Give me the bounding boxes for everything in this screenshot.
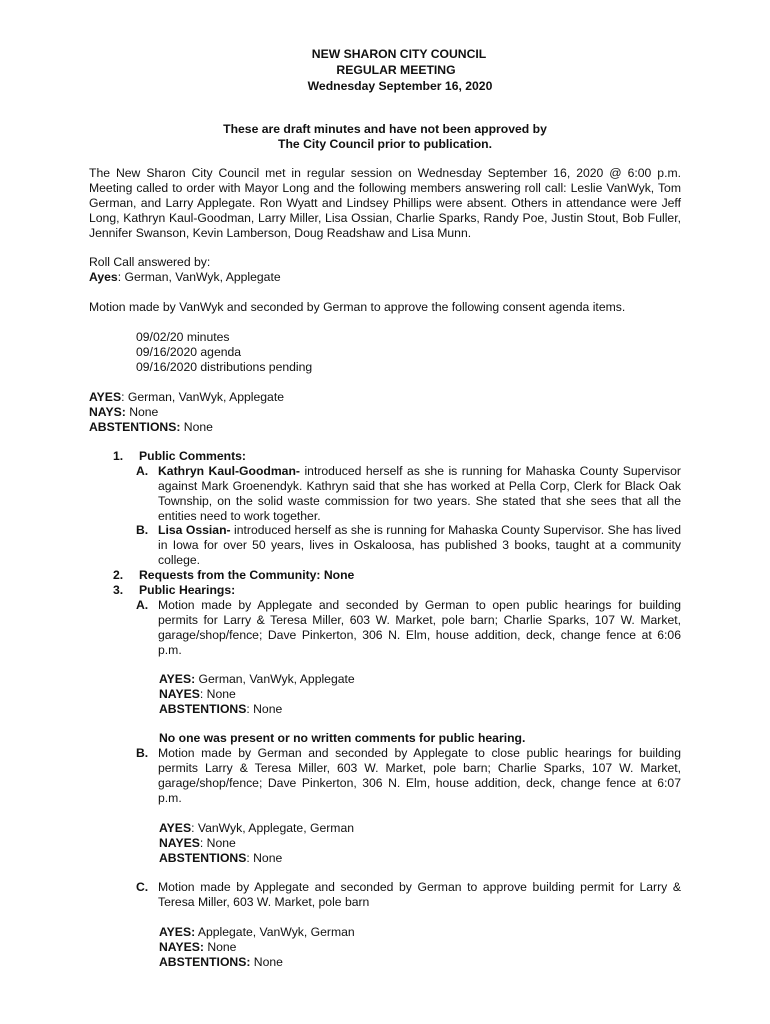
nays-value: : None bbox=[199, 836, 236, 850]
hearing-open-vote bbox=[159, 672, 681, 717]
abstentions-value: : None bbox=[246, 851, 283, 865]
abstentions-label: ABSTENTIONS bbox=[159, 851, 247, 865]
sub-letter: A. bbox=[136, 464, 149, 478]
consent-item: 09/16/2020 agenda bbox=[136, 345, 242, 359]
ayes-label: AYES: bbox=[159, 925, 196, 939]
abstentions-label: ABSTENTIONS: bbox=[89, 420, 181, 434]
consent-motion: Motion made by VanWyk and seconded by German to approve the following consent agenda items. bbox=[89, 300, 626, 314]
abstentions-label: ABSTENTIONS bbox=[159, 702, 247, 716]
abstentions-value: None bbox=[250, 955, 283, 969]
speaker-name: Lisa Ossian- bbox=[158, 523, 231, 537]
council-name: NEW SHARON CITY COUNCIL bbox=[311, 47, 487, 61]
abstentions-value: None bbox=[180, 420, 213, 434]
sub-letter: B. bbox=[136, 523, 149, 537]
nays-label: NAYES bbox=[159, 836, 200, 850]
sub-letter: C. bbox=[136, 880, 149, 894]
meeting-date: Wednesday September 16, 2020 bbox=[307, 79, 493, 93]
sub-letter: B. bbox=[136, 746, 149, 760]
nays-label: NAYES: bbox=[159, 940, 204, 954]
hearing-open-motion: Motion made by Applegate and seconded by German to open public hearings for building permits for Larry & Teresa Miller, 603 W. Market, pole barn; Charlie Sparks, 107 W. Market, garage/shop/fence; Dave Pinkerton, 306 N. Elm, house addition, deck, change fence at 6:06 p.m. bbox=[158, 598, 681, 657]
ayes-label: AYES: bbox=[159, 672, 196, 686]
document-header bbox=[0, 46, 770, 94]
comment-text: introduced herself as she is running for Mahaska County Supervisor. She has lived in Iowa for over 50 years, lives in Oskaloosa, has published 3 books, taught at a community college. bbox=[158, 523, 681, 567]
roll-call-ayes-value: : German, VanWyk, Applegate bbox=[117, 270, 281, 284]
nays-value: : None bbox=[199, 687, 236, 701]
nays-value: None bbox=[203, 940, 237, 954]
consent-items-list bbox=[136, 330, 728, 375]
draft-notice bbox=[0, 122, 770, 152]
item-title-public-hearings: Public Hearings: bbox=[139, 583, 236, 597]
draft-notice-line2: The City Council prior to publication. bbox=[278, 137, 492, 151]
nays-label: NAYES bbox=[159, 687, 200, 701]
nays-label: NAYS: bbox=[89, 405, 126, 419]
abstentions-value: : None bbox=[246, 702, 283, 716]
draft-notice-line1: These are draft minutes and have not been approved by bbox=[223, 122, 547, 136]
roll-call-ayes-label: Ayes bbox=[89, 270, 118, 284]
no-comments-note: No one was present or no written comments for public hearing. bbox=[159, 731, 526, 745]
hearing-close-motion: Motion made by German and seconded by Applegate to close public hearings for building permits Larry & Teresa Miller, 603 W. Market, pole barn; Charlie Sparks, 107 W. Market, garage/shop/fence; Dave Pinkerton, 306 N. Elm, house addition, deck, change fence at 6:07 p.m. bbox=[158, 746, 681, 805]
ayes-label: AYES bbox=[89, 390, 122, 404]
sub-letter: A. bbox=[136, 598, 149, 612]
consent-vote bbox=[89, 390, 681, 435]
item-number: 3. bbox=[113, 583, 124, 597]
item-title-public-comments: Public Comments: bbox=[139, 449, 246, 463]
roll-call-label: Roll Call answered by: bbox=[89, 255, 211, 269]
permit-approval-vote bbox=[159, 925, 681, 970]
ayes-value: Applegate, VanWyk, German bbox=[195, 925, 355, 939]
comment-kaul-goodman bbox=[158, 464, 681, 524]
permit-approval-motion: Motion made by Applegate and seconded by German to approve building permit for Larry & Teresa Miller, 603 W. Market, pole barn bbox=[158, 880, 681, 909]
nays-value: None bbox=[125, 405, 159, 419]
hearing-close-vote bbox=[159, 821, 681, 866]
ayes-value: German, VanWyk, Applegate bbox=[195, 672, 355, 686]
meeting-type: REGULAR MEETING bbox=[336, 63, 456, 77]
comment-ossian bbox=[158, 523, 681, 568]
ayes-label: AYES bbox=[159, 821, 192, 835]
ayes-value: : German, VanWyk, Applegate bbox=[121, 390, 285, 404]
consent-item: 09/02/20 minutes bbox=[136, 330, 230, 344]
item-number: 1. bbox=[113, 449, 124, 463]
comment-text: introduced herself as she is running for Mahaska County Supervisor against Mark Groenendyk. Kathryn said that she has worked at Pella Corp, Clerk for Black Oak Township, on the solid waste commission for two years. She stated that she sees that all the entities need to work together. bbox=[158, 464, 681, 523]
consent-item: 09/16/2020 distributions pending bbox=[136, 360, 313, 374]
item-title-requests: Requests from the Community: None bbox=[139, 568, 355, 582]
intro-paragraph: The New Sharon City Council met in regular session on Wednesday September 16, 2020 @ 6:00 p.m. Meeting called to order with Mayor Long and the following members answering roll call: Leslie VanWyk, Tom German, and Larry Applegate. Ron Wyatt and Lindsey Phillips were absent. Others in attendance were Jeff Long, Kathryn Kaul-Goodman, Larry Miller, Lisa Ossian, Charlie Sparks, Randy Poe, Justin Stout, Bob Fuller, Jennifer Swanson, Kevin Lamberson, Doug Readshaw and Lisa Munn. bbox=[89, 166, 681, 240]
ayes-value: : VanWyk, Applegate, German bbox=[191, 821, 355, 835]
roll-call bbox=[89, 255, 681, 285]
item-number: 2. bbox=[113, 568, 124, 582]
speaker-name: Kathryn Kaul-Goodman- bbox=[158, 464, 300, 478]
abstentions-label: ABSTENTIONS: bbox=[159, 955, 251, 969]
